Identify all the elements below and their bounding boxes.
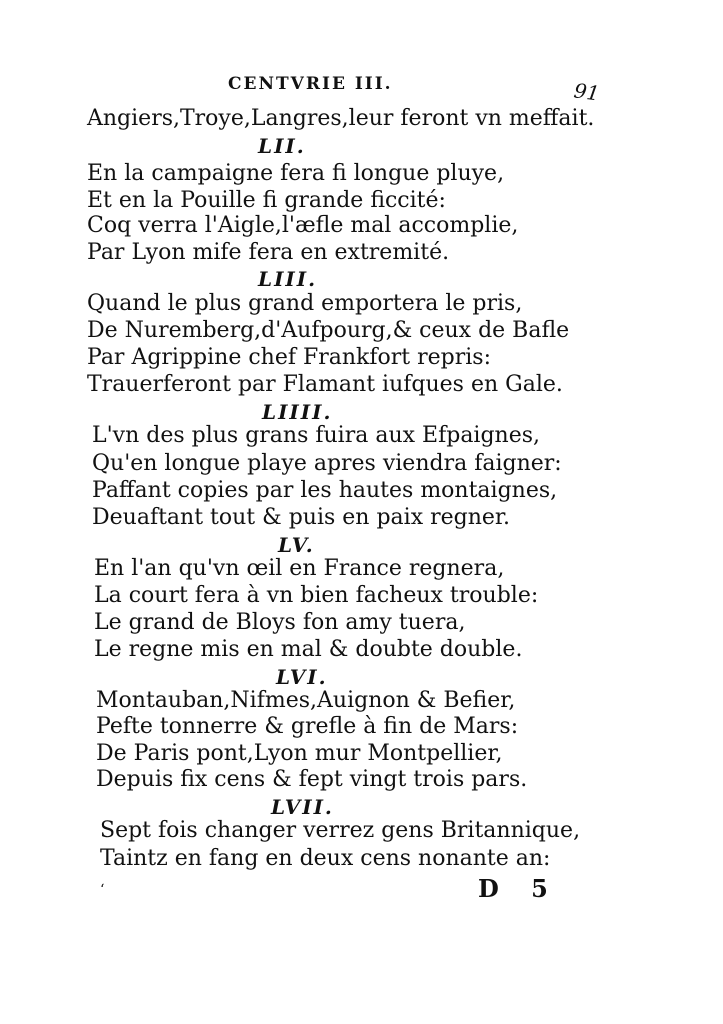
verse-line: Qu'en longue playe apres viendra faigner: bbox=[92, 451, 562, 476]
quatrain-numeral: LV. bbox=[278, 533, 315, 557]
signature-mark: D 5 bbox=[478, 874, 560, 903]
quatrain-numeral: LVI. bbox=[276, 665, 328, 689]
running-head: CENTVRIE III. bbox=[228, 74, 393, 94]
verse-line: Par Agrippine chef Frankfort repris: bbox=[87, 345, 492, 370]
ink-mark: ‘ bbox=[100, 882, 105, 898]
quatrain-numeral: LIII. bbox=[258, 267, 318, 291]
verse-line: Taintz en fang en deux cens nonante an: bbox=[100, 846, 551, 871]
verse-line: La court fera à vn bien facheux trouble: bbox=[94, 583, 539, 608]
verse-line: Deuaftant tout & puis en paix regner. bbox=[92, 505, 510, 530]
verse-line: De Paris pont,Lyon mur Montpellier, bbox=[96, 741, 503, 766]
verse-line: Depuis fix cens & fept vingt trois pars. bbox=[96, 767, 528, 792]
verse-line: Par Lyon mife fera en extremité. bbox=[87, 240, 450, 265]
quatrain-numeral: LII. bbox=[258, 134, 306, 158]
verse-line: Coq verra l'Aigle,l'æfle mal accomplie, bbox=[87, 213, 519, 238]
verse-line: En l'an qu'vn œil en France regnera, bbox=[94, 556, 505, 581]
verse-line: L'vn des plus grans fuira aux Efpaignes, bbox=[92, 423, 541, 448]
verse-line: De Nuremberg,d'Aufpourg,& ceux de Bafle bbox=[87, 318, 570, 343]
verse-line: Paffant copies par les hautes montaignes, bbox=[92, 478, 558, 503]
quatrain-numeral: LVII. bbox=[271, 795, 334, 819]
verse-line: Le regne mis en mal & doubte double. bbox=[94, 637, 523, 662]
page-number: 91 bbox=[572, 78, 601, 106]
verse-line: Quand le plus grand emportera le pris, bbox=[87, 291, 523, 316]
verse-line: Sept fois changer verrez gens Britannique, bbox=[100, 818, 581, 843]
verse-line: Trauerferont par Flamant iufques en Gale. bbox=[87, 372, 563, 397]
verse-line: En la campaigne fera fi longue pluye, bbox=[87, 161, 505, 186]
verse-line: Le grand de Bloys fon amy tuera, bbox=[94, 610, 466, 635]
verse-line: Et en la Pouille fi grande ficcité: bbox=[87, 188, 446, 213]
quatrain-numeral: LIIII. bbox=[262, 400, 333, 424]
verse-line: Montauban,Nifmes,Auignon & Befier, bbox=[96, 688, 516, 713]
verse-line: Pefte tonnerre & grefle à fin de Mars: bbox=[96, 714, 519, 739]
carry-over-line: Angiers,Troye,Langres,leur feront vn meffait. bbox=[87, 106, 595, 131]
